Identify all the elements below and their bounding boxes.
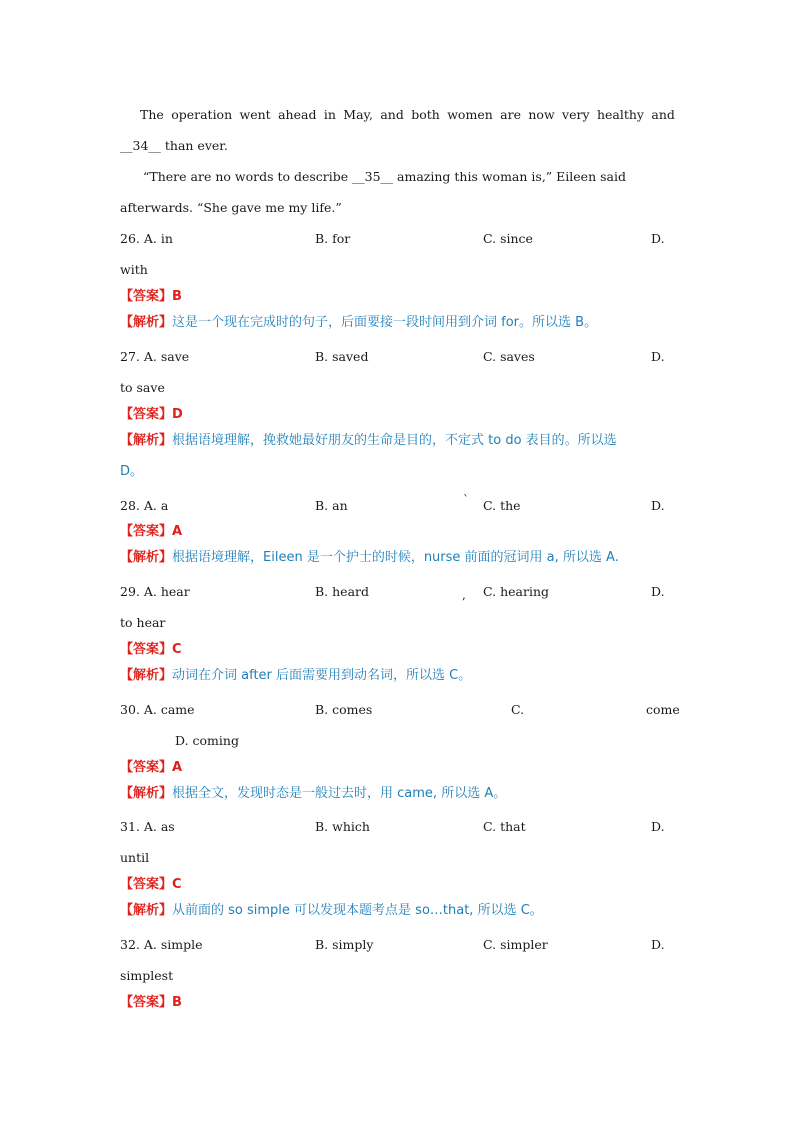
answer-line	[120, 524, 182, 540]
answer-label: 【答案】	[120, 289, 173, 304]
option-d-label: D.	[651, 349, 665, 364]
option-a: 27. A. save	[120, 349, 190, 364]
passage-line-2: __34__ than ever.	[120, 138, 228, 153]
analysis-line	[120, 786, 506, 802]
analysis-text: 根据全文，发现时态是一般过去时，用 came, 所以选 A。	[172, 786, 507, 801]
passage-line-3: “There are no words to describe __35__ amazing this woman is,” Eileen said	[143, 169, 626, 184]
analysis-label: 【解析】	[120, 903, 173, 918]
option-b: B. comes	[315, 702, 373, 717]
passage-word: both	[411, 107, 440, 122]
answer-label: 【答案】	[120, 524, 173, 539]
option-d-text: to save	[120, 380, 165, 395]
answer-value: C	[172, 642, 182, 657]
passage-word: are	[500, 107, 521, 122]
analysis-text: 动词在介词 after 后面需要用到动名词，所以选 C。	[172, 668, 472, 683]
option-d-label: D.	[651, 231, 665, 246]
passage-word: and	[380, 107, 404, 122]
option-a: 31. A. as	[120, 819, 175, 834]
analysis-label: 【解析】	[120, 786, 173, 801]
answer-label: 【答案】	[120, 760, 173, 775]
option-b: B. heard	[315, 584, 370, 599]
analysis-text: 根据语境理解，Eileen 是一个护士的时候，nurse 前面的冠词用 a, 所以选 A.	[172, 550, 619, 565]
option-c: C. saves	[483, 349, 535, 364]
passage-word: very	[562, 107, 590, 122]
passage-word: ahead	[278, 107, 317, 122]
analysis-line	[120, 315, 597, 331]
option-a: 32. A. simple	[120, 937, 203, 952]
passage-line-4: afterwards. “She gave me my life.”	[120, 200, 342, 215]
option-d-text: until	[120, 850, 150, 865]
answer-line	[120, 642, 182, 658]
option-d: D. coming	[175, 733, 239, 748]
analysis-label: 【解析】	[120, 550, 173, 565]
option-b: B. simply	[315, 937, 374, 952]
analysis-label: 【解析】	[120, 315, 173, 330]
passage-word: women	[447, 107, 493, 122]
option-d-label: D.	[651, 819, 665, 834]
stray-mark: ,	[462, 588, 466, 602]
passage-word: operation	[171, 107, 233, 122]
option-c: C. simpler	[483, 937, 548, 952]
answer-label: 【答案】	[120, 877, 173, 892]
answer-line	[120, 760, 182, 776]
option-a: 28. A. a	[120, 498, 169, 513]
answer-value: B	[172, 289, 182, 304]
passage-word: healthy	[596, 107, 644, 122]
passage-word: May,	[343, 107, 373, 122]
analysis-line-2	[120, 464, 143, 480]
option-c: C. that	[483, 819, 526, 834]
analysis-text: 根据语境理解，挽救她最好朋友的生命是目的，不定式 to do 表目的。所以选	[172, 433, 617, 448]
answer-line	[120, 995, 182, 1011]
passage-word: went	[239, 107, 271, 122]
option-d-label: D.	[651, 584, 665, 599]
analysis-line	[120, 433, 617, 449]
option-b: B. saved	[315, 349, 369, 364]
option-b: B. an	[315, 498, 348, 513]
passage-word: The	[140, 107, 164, 122]
answer-value: D	[172, 407, 183, 422]
option-d-text: with	[120, 262, 148, 277]
analysis-text: 从前面的 so simple 可以发现本题考点是 so…that, 所以选 C。	[172, 903, 543, 918]
answer-value: A	[172, 760, 183, 775]
answer-value: C	[172, 877, 182, 892]
option-a: 30. A. came	[120, 702, 195, 717]
option-b: B. which	[315, 819, 370, 834]
option-d-label: D.	[651, 937, 665, 952]
answer-value: A	[172, 524, 183, 539]
option-d-label: D.	[651, 498, 665, 513]
option-d-text: simplest	[120, 968, 174, 983]
option-c: C. since	[483, 231, 533, 246]
option-c-text: come	[646, 702, 680, 717]
option-d-text: to hear	[120, 615, 166, 630]
option-c: C. hearing	[483, 584, 549, 599]
passage-word: and	[651, 107, 675, 122]
analysis-line	[120, 903, 543, 919]
analysis-line	[120, 668, 471, 684]
passage-line-1	[120, 107, 675, 123]
option-a: 29. A. hear	[120, 584, 190, 599]
answer-line	[120, 289, 182, 305]
answer-label: 【答案】	[120, 995, 173, 1010]
option-c: C. the	[483, 498, 521, 513]
passage-word: now	[528, 107, 555, 122]
answer-label: 【答案】	[120, 642, 173, 657]
option-c-label: C.	[511, 702, 525, 717]
option-b: B. for	[315, 231, 351, 246]
answer-line	[120, 407, 183, 423]
analysis-text: 这是一个现在完成时的句子，后面要接一段时间用到介词 for。所以选 B。	[172, 315, 598, 330]
stray-mark: `	[463, 493, 469, 507]
option-a: 26. A. in	[120, 231, 173, 246]
answer-value: B	[172, 995, 182, 1010]
answer-line	[120, 877, 182, 893]
analysis-label: 【解析】	[120, 668, 173, 683]
analysis-line	[120, 550, 619, 566]
analysis-text: D。	[120, 464, 144, 479]
passage-word: in	[323, 107, 336, 122]
answer-label: 【答案】	[120, 407, 173, 422]
analysis-label: 【解析】	[120, 433, 173, 448]
